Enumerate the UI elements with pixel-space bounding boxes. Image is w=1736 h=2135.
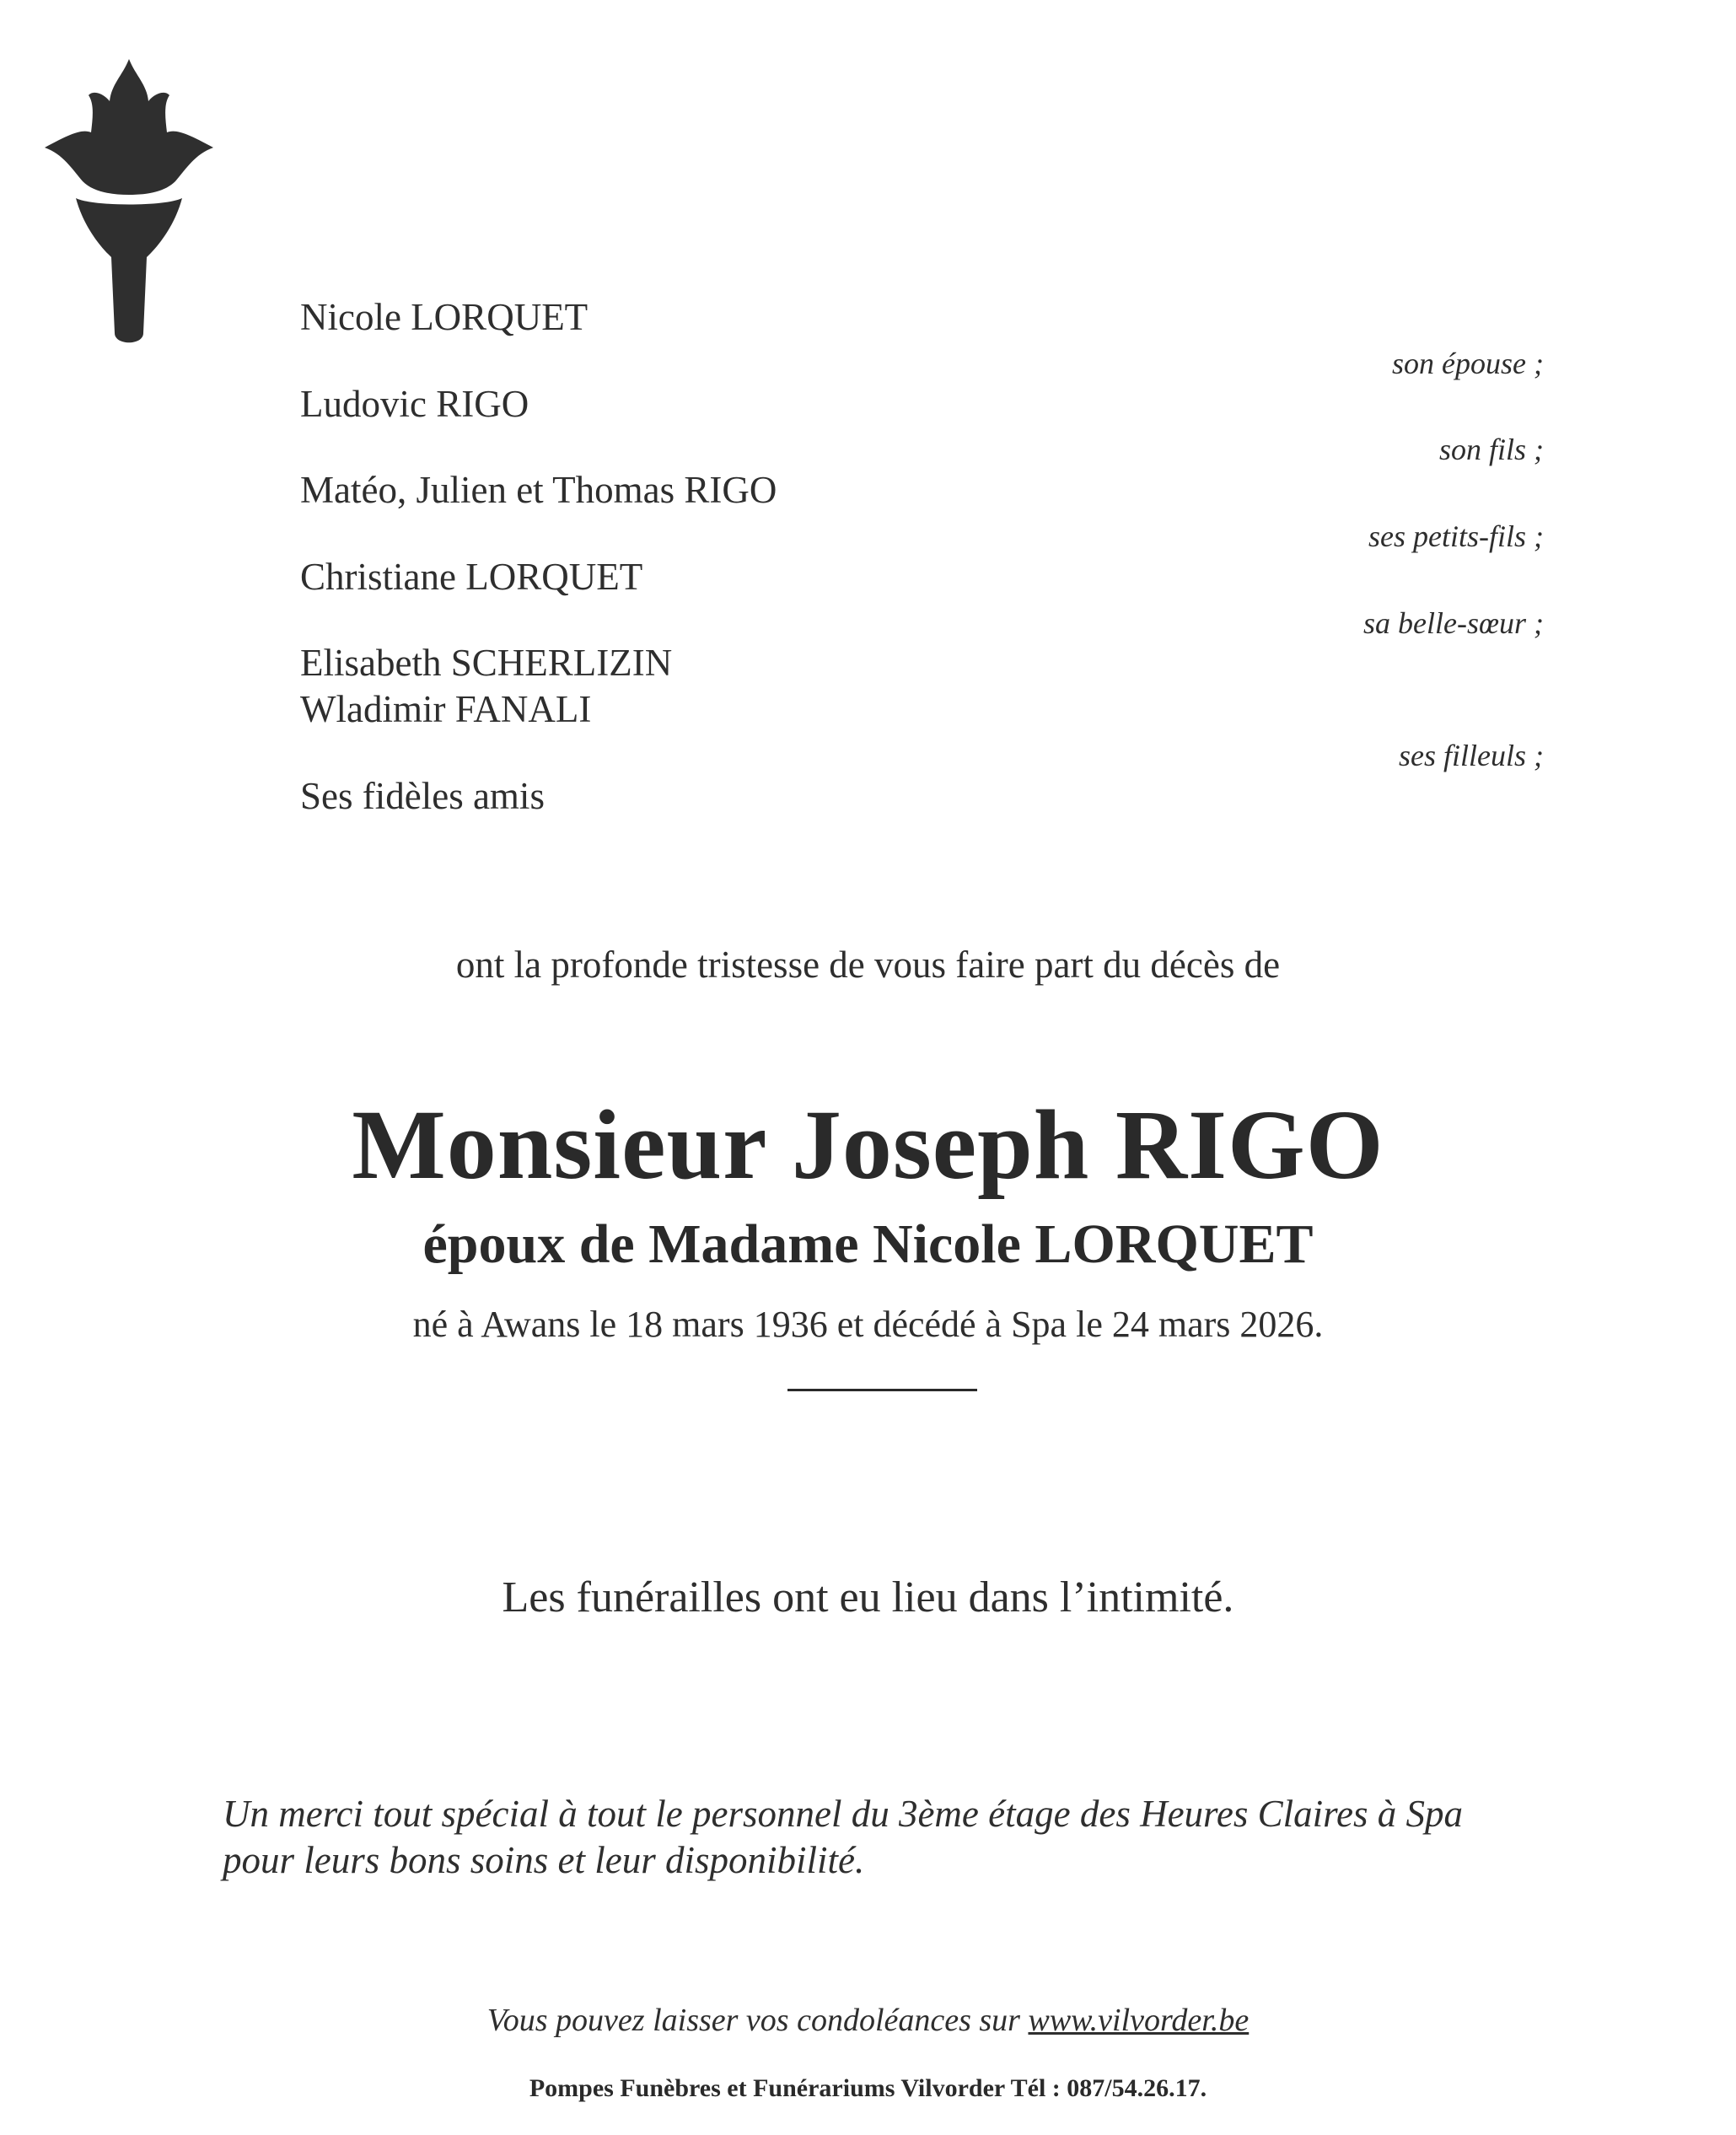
thanks-line-1: Un merci tout spécial à tout le personnel du 3ème étage des Heures Claires à Spa — [223, 1793, 1463, 1835]
family-relation-1: son épouse ; — [1392, 347, 1544, 380]
family-relation-5: ses filleuls ; — [1399, 739, 1544, 772]
family-relation-2: son fils ; — [1438, 433, 1544, 466]
condolences-text: Vous pouvez laisser vos condoléances sur — [486, 2003, 1029, 2038]
family-name-6: Ses fidèles amis — [300, 775, 545, 817]
deceased-name: Monsieur Joseph RIGO — [352, 1089, 1384, 1200]
family-name-3: Matéo, Julien et Thomas RIGO — [300, 469, 777, 511]
deceased-spouse: époux de Madame Nicole LORQUET — [422, 1213, 1314, 1275]
website-link[interactable]: www.vilvorder.be — [1028, 2003, 1250, 2038]
announcement-text: ont la profonde tristesse de vous faire part du décès de — [455, 944, 1281, 986]
deceased-dates: né à Awans le 18 mars 1936 et décédé à Spa le 24 mars 2026. — [412, 1304, 1324, 1345]
family-name-2: Ludovic RIGO — [300, 383, 529, 425]
family-relation-3: ses petits-fils ; — [1368, 519, 1544, 553]
family-name-5b: Wladimir FANALI — [300, 688, 592, 730]
footer-contact: Pompes Funèbres et Funérariums Vilvorder Tél : 087/54.26.17. — [529, 2074, 1207, 2102]
torch-icon — [42, 55, 219, 350]
family-name-1: Nicole LORQUET — [300, 296, 589, 338]
funerals-text: Les funérailles ont eu lieu dans l’intimité. — [502, 1573, 1234, 1621]
condolences-line — [0, 2002, 1736, 2039]
family-name-4: Christiane LORQUET — [300, 556, 643, 598]
thanks-line-2: pour leurs bons soins et leur disponibilité. — [223, 1839, 865, 1881]
family-name-5a: Elisabeth SCHERLIZIN — [300, 642, 673, 684]
divider — [787, 1389, 977, 1391]
family-relation-4: sa belle-sœur ; — [1363, 606, 1544, 640]
